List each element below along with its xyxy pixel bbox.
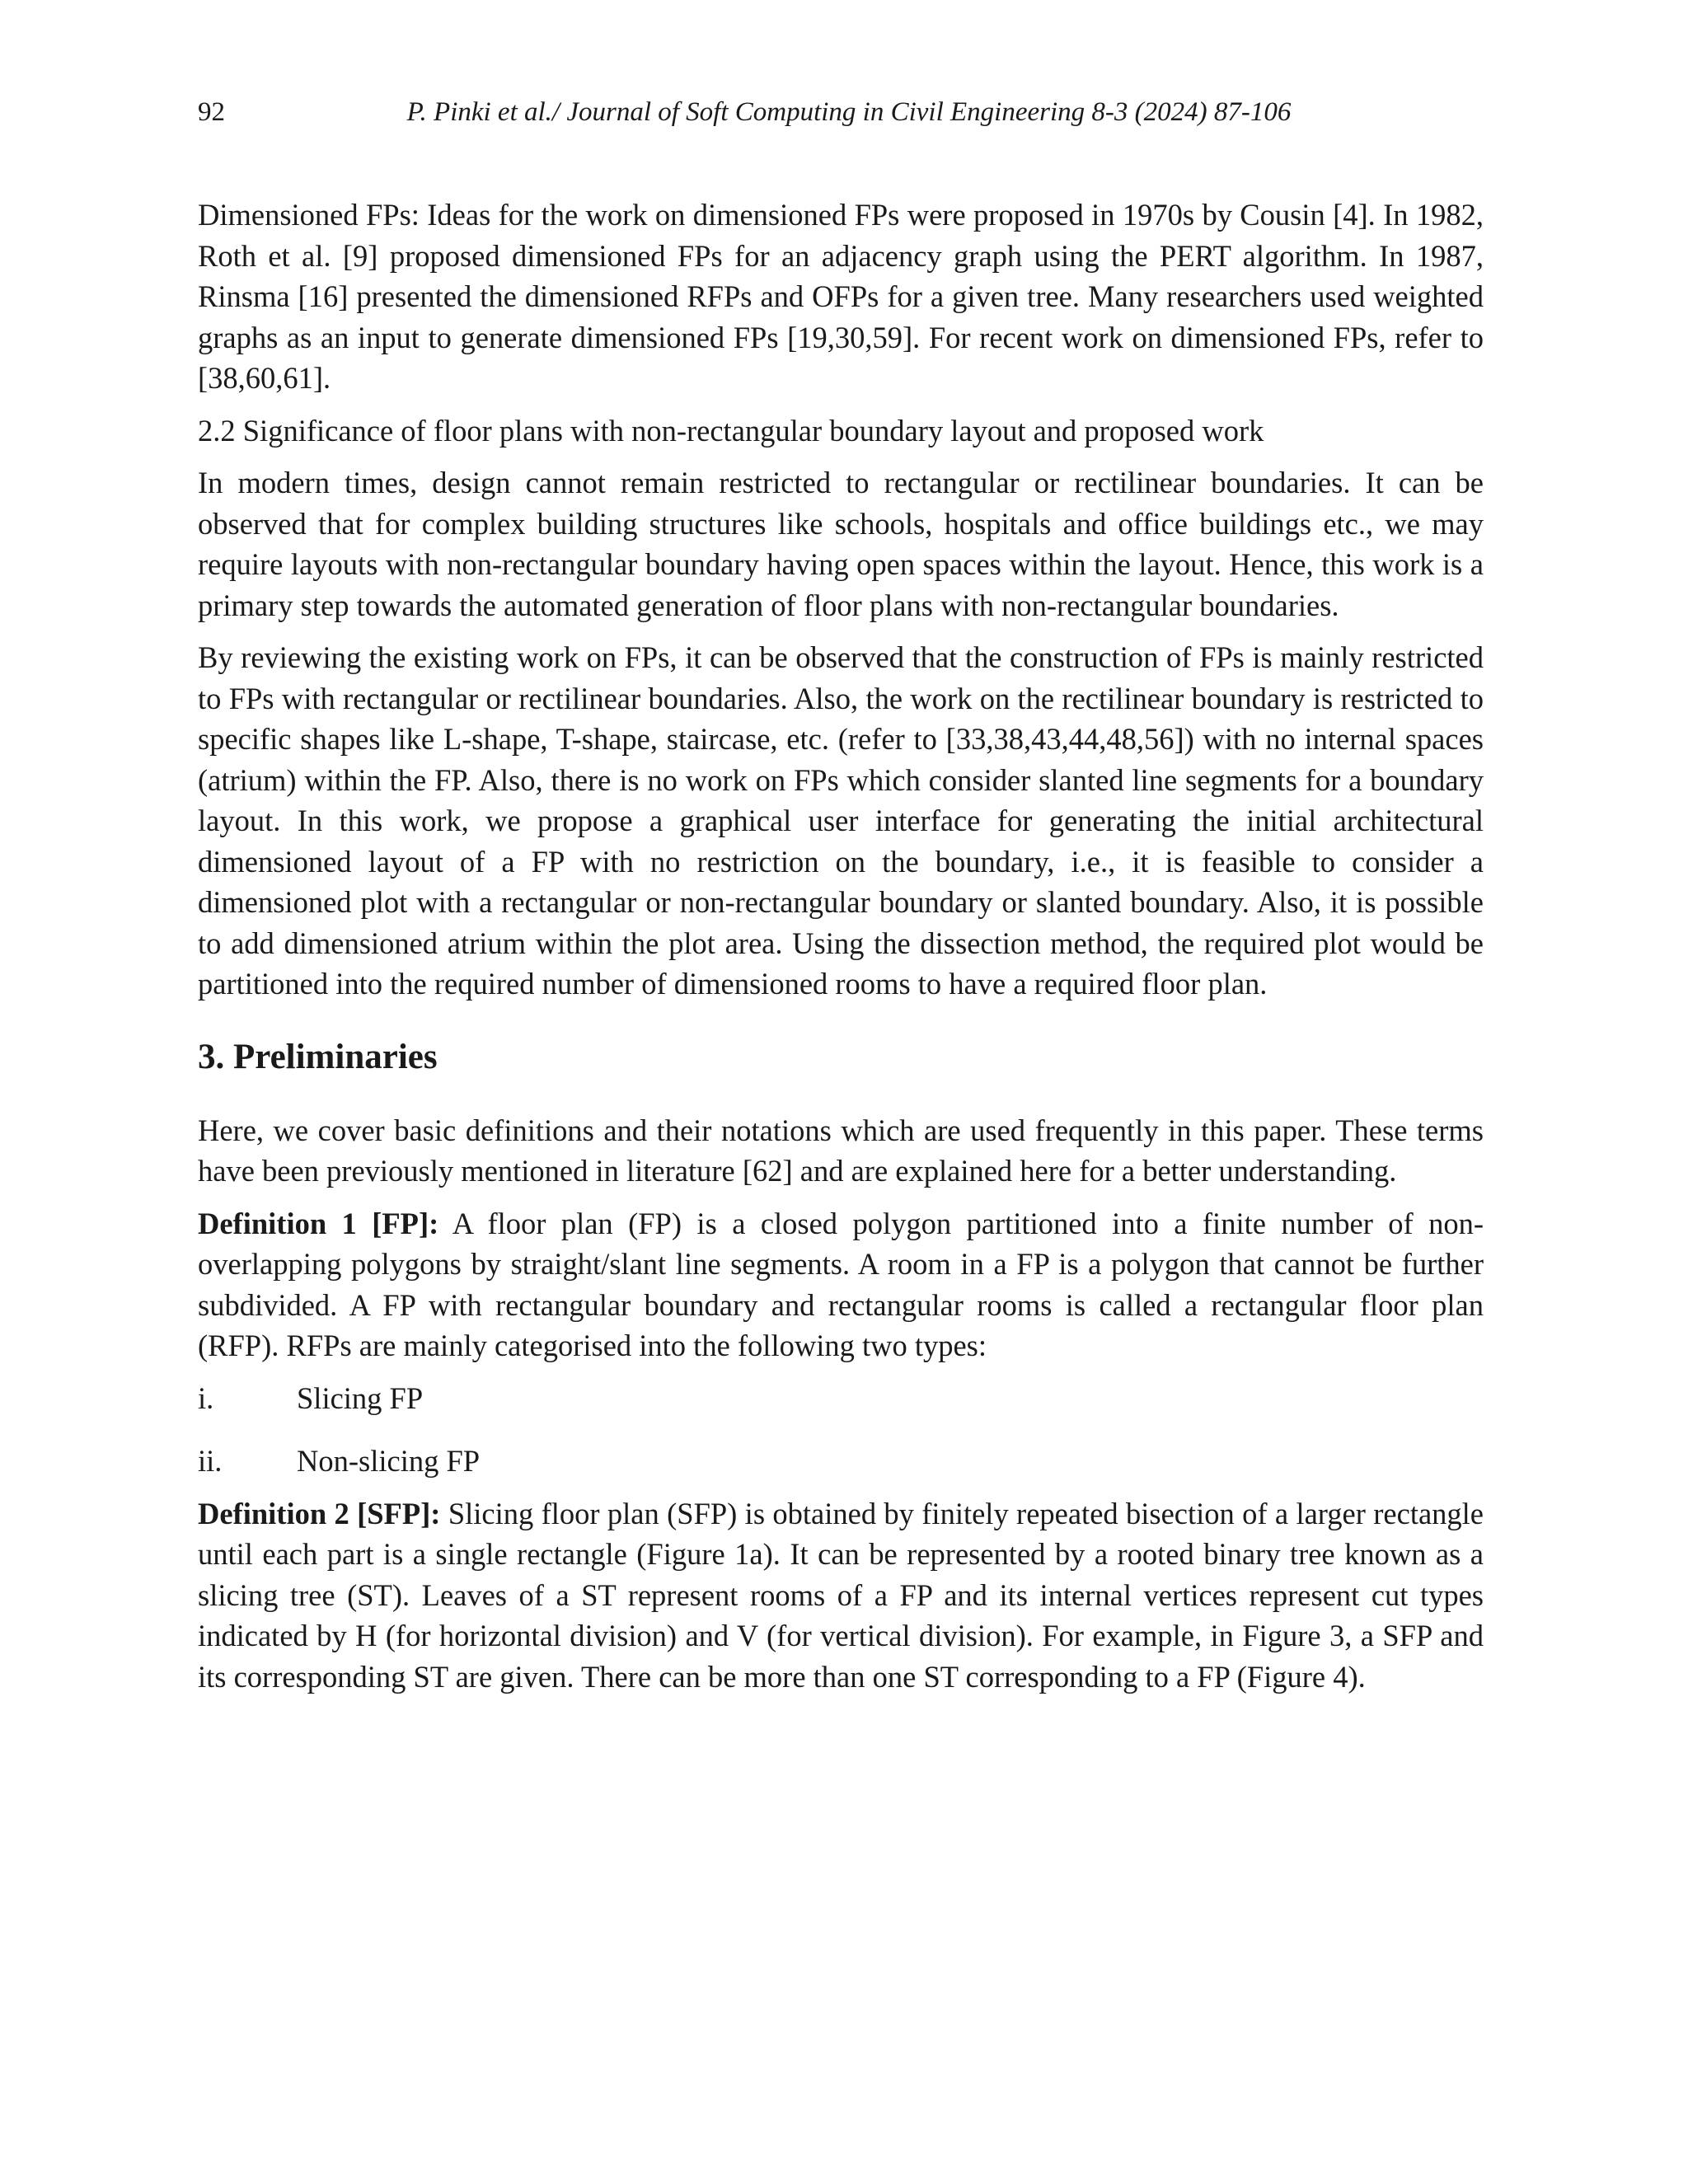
- rfp-types-list: [198, 1378, 1484, 1482]
- list-item: [198, 1378, 1484, 1419]
- section-heading-preliminaries: 3. Preliminaries: [198, 1037, 438, 1076]
- definition-1-term: Definition 1 [FP]:: [198, 1206, 439, 1240]
- list-item-text: Non-slicing FP: [297, 1444, 481, 1478]
- list-item-marker: ii.: [198, 1444, 223, 1478]
- list-item: [198, 1441, 1484, 1482]
- paragraph-preliminaries-intro: Here, we cover basic definitions and their notations which are used frequently in this paper. These terms have been previously mentioned in literature [62] and are explained here for a better understanding.: [198, 1113, 1484, 1188]
- page-number: 92: [198, 97, 225, 127]
- definition-1: [198, 1203, 1484, 1366]
- definition-2-text: Slicing floor plan (SFP) is obtained by finitely repeated bisection of a larger rectangle until each part is a single rectangle (Figure 1a). It can be represented by a rooted binary tree known as a slicing tree (ST). Leaves of a ST represent rooms of a FP and its internal vertices represent cut types indicated by H (for horizontal division) and V (for vertical division). For example, in Figure 3, a SFP and its corresponding ST are given. There can be more than one ST corresponding to a FP (Figure 4).: [198, 1496, 1484, 1694]
- paragraph-reviewing-work: By reviewing the existing work on FPs, it can be observed that the construction of FPs is mainly restricted to FPs with rectangular or rectilinear boundaries. Also, the work on the rectilinear boundary is restricted to specific shapes like L-shape, T-shape, staircase, etc. (refer to [33,38,43,44,48,56]) with no internal spaces (atrium) within the FP. Also, there is no work on FPs which consider slanted line segments for a boundary layout. In this work, we propose a graphical user interface for generating the initial architectural dimensioned layout of a FP with no restriction on the boundary, i.e., it is feasible to consider a dimensioned plot with a rectangular or non-rectangular boundary or slanted boundary. Also, it is possible to add dimensioned atrium within the plot area. Using the dissection method, the required plot would be partitioned into the required number of dimensioned rooms to have a required floor plan.: [198, 640, 1484, 1001]
- paragraph-modern-times: In modern times, design cannot remain restricted to rectangular or rectilinear boundaries. It can be observed that for complex building structures like schools, hospitals and office buildings etc., we may require layouts with non-rectangular boundary having open spaces within the layout. Hence, this work is a primary step towards the automated generation of floor plans with non-rectangular boundaries.: [198, 466, 1484, 622]
- paragraph-dimensioned-fps: Dimensioned FPs: Ideas for the work on dimensioned FPs were proposed in 1970s by Cousin [4]. In 1982, Roth et al. [9] proposed dimensioned FPs for an adjacency graph using the PERT algorithm. In 1987, Rinsma [16] presented the dimensioned RFPs and OFPs for a given tree. Many researchers used weighted graphs as an input to generate dimensioned FPs [19,30,59]. For recent work on dimensioned FPs, refer to [38,60,61].: [198, 198, 1484, 395]
- list-item-text: Slicing FP: [297, 1380, 424, 1415]
- definition-1-text: A floor plan (FP) is a closed polygon partitioned into a finite number of non-overlapping polygons by straight/slant line segments. A room in a FP is a polygon that cannot be further subdivided. A FP with rectangular boundary and rectangular rooms is called a rectangular floor plan (RFP). RFPs are mainly categorised into the following two types:: [198, 1206, 1484, 1362]
- journal-citation: P. Pinki et al./ Journal of Soft Computing in Civil Engineering 8-3 (2024) 87-106: [406, 97, 1292, 127]
- definition-2-term: Definition 2 [SFP]:: [198, 1496, 441, 1530]
- subsection-heading-2-2: 2.2 Significance of floor plans with non-rectangular boundary layout and proposed work: [198, 413, 1264, 448]
- running-header: [198, 97, 1484, 138]
- body-text: [198, 194, 1484, 1697]
- list-item-marker: i.: [198, 1380, 214, 1415]
- definition-2: [198, 1493, 1484, 1698]
